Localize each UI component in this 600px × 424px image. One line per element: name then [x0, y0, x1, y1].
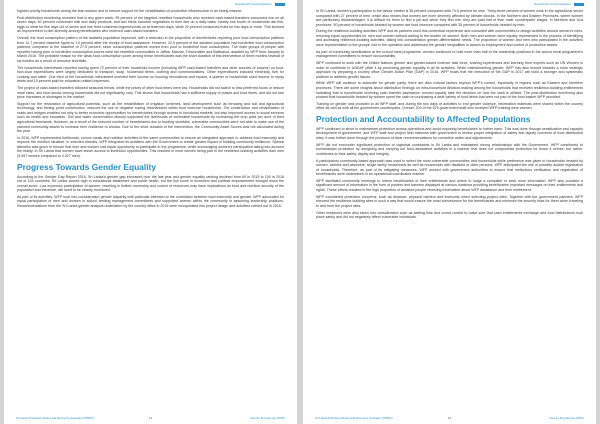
header-accent-bar: [275, 3, 285, 6]
paragraph: While WFP will continue to advocate for gender parity, there are also cultural factors beyond WFP’s control, especially in regions such as Eastern and Northern provinces. There are some insights about distribution findings on intra-household decision-making among the households that received resilience-building entitlements indicating that in households receiving cash transfer assistance, women equally take the decision on how the cash is utilized. The post-distribution monitoring also showed that households headed by women spent the cash on purchasing a wide variety of food items that were not part of the food basket WFP provided.: [316, 81, 583, 100]
page-number: 14: [148, 416, 153, 420]
footer-title: Sri Lanka Protracted Relief and Recovery Operation (PRRO): [315, 416, 393, 420]
page-body: [316, 9, 583, 412]
paragraph: Post-distribution monitoring revealed that in any given week, 95 percent of the targeted resettled households who received cash-based transfers consumed rice on all seven days, 60 percent consumed milk and dairy products, and two thirds included vegetables to their diet on a daily basis. Nearly one fourth of households ate fish, eggs or meat for five days out of seven and one third consumed legumes/nuts on at least two days, while 20 percent consumed fruits for two days or more. This showed an improvement in diet diversity among beneficiaries who received cash-based transfers.: [17, 15, 284, 34]
page-footer: [315, 415, 584, 421]
page-number: 15: [447, 416, 452, 420]
paragraph: WFP continued to strive to mainstream protection across operations and avoid exposing beneficiaries to further harm. This was done through sensitization and capacity development of government, and WFP staff and project field missions with government to review proper integration of safety and dignity concerns of food distribution sites. It was further done through the provision of clear recommendations for corrective action and adjustments.: [316, 126, 583, 140]
paragraph: Overall, the food consumption pattern of the assisted population improved, with a reduction in the proportion of beneficiaries reporting poor food consumption patterns from 12.7 percent baseline figure to 1.0 percent after the receipt of food assistance. However, 22.9 percent of the assisted population had borderline food consumption patterns, compared to the baseline of 27.9 percent, since consumption patterns moved from poor to borderline food consumption. The main groups of people with reported having poor or borderline consumption scores were the resettled communities in Jaffna, Mannar, Trincomalee and Batticaloa, assisted by WFP from January to March 2016. The probable reason for the weak food consumption score among these beneficiaries was the short duration of this intervention of three months instead of six months as a result of resource shortfalls.: [17, 36, 284, 63]
paragraph: WFP did not encounter significant protection or logistical constraints in Sri Lanka and maintained strong relationships with the Government. WFP contributed to humanitarian protection by designing and carrying out food assistance activities in a manner that does not compromise protection for those it serves, but rather, contributes to their safety, dignity and integrity.: [316, 142, 583, 156]
right-page: [303, 0, 596, 424]
page-header: [16, 2, 285, 8]
paragraph: The project of cash-based transfers followed seasonal trends, while the prices of other food items were low. Households did not switch to less preferred foods or reduce meal sizes, and food stocks among households did not significantly vary. This shows that households had a sufficient supply of pulses and food items, and did not see price increases or shortages in the market.: [17, 85, 284, 100]
footer-programme: Country Programme (2016): [249, 416, 285, 420]
page-header: [315, 2, 584, 8]
page-body: [17, 9, 284, 412]
page-footer: [16, 415, 285, 421]
paragraph: WFP continued to work with the United Nations gender and gender-based violence task force, sharing experiences and learning from experts such as UN Women in order to contribute to UNDAF pillar 4 by promoting gender equality in all its activities. While mainstreaming gender, WFP has also moved towards a more strategic approach by preparing a country office Gender Action Plan (GAP) in 2016. WFP trusts that the execution of the GAP in 2017 will build a stronger and systematic platform to address gender issues.: [316, 61, 583, 79]
footer-programme: Country Programme (2016): [548, 416, 584, 420]
paragraph: During the resilience-building activities WFP and its partners used this contextual experience and consulted with communities to design activities around women’s roles, ensuring equal opportunities for men and women without adding to the burden on women. Both men and women were equally represented in the process of identifying and accessing resilience-building activities, taking into consideration gender-differentiated needs. The proportion of women and men who participated in the activities were representative to the groups’ role in the operation and addressed the gender inequalities in access to employment and control of productive assets.: [316, 29, 583, 48]
paragraph: According to the Gender Gap Report 2016, Sri Lanka’s gender gap increased over the last year and gender equality ranking declined from 84 in 2015 to 100 in 2016 out of 144 countries. Sri Lanka scored high in educational attainment and public health, but the low score in economic and political empowerment brought down the overall score. Low economic participation of women, resulting in limited ownership and control of resources may have implications on food and nutrition security of the population and therefore, will need to be closely monitored.: [17, 174, 284, 193]
paragraph: WFP facilitated community meetings to inform beneficiaries of their entitlements and where to lodge a complaint or seek more information. WFP also provided a significant amount of information in the form of posters and banners displayed at various locations providing beneficiaries important messages on their entitlements and rights. These efforts resulted in the high proportion of assisted people receiving information about WFP assistance and their entitlement.: [316, 178, 583, 192]
header-accent-bar: [574, 3, 584, 6]
paragraph: A participatory community-based approach was used to select the most vulnerable communities and households while preference was given to households headed by women, widows and widowers, single family households as well as households with disabled or older persons. WFP anticipated the risk of possible double registration of households. Therefore, as part of its mitigating measures, WFP worked with government authorities to ensure that meticulous verification and registration of beneficiaries were undertaken in an operational coordinated manner.: [316, 158, 583, 177]
paragraph: As part of community sensitization at the school meal programme, women continued to hold more than half of the leadership positions in the school meal programme’s management committees to ensure accountability.: [316, 49, 583, 59]
paragraph: Training on gender was provided to all WFP staff, and during the two days of activities to end gender violence, information materials were shared within the country office as well as with all the government counterparts. Overall, 303 of the 675 government staff who received WFP training were women.: [316, 101, 583, 111]
header-text: Household Food Acquisition: [533, 2, 571, 6]
footer-title: Sri Lanka Protracted Relief and Recovery Operation (PRRO): [16, 416, 94, 420]
paragraph: The households interviewed reported having spent 72 percent of their household income (including WFP cash-based transfers and other sources of income) on food. Non-food expenditures were largely dedicated to transport, soap, household items, clothing and communications. Other expenditures included electricity, fuel for cooking and water. One third of the households interviewed invested their income on housing renovations and repairs, a quarter of households used income to repay debts and 10 percent paid for education-related expenses.: [17, 65, 284, 84]
paragraph: Support for the restoration of agricultural potential, such as the rehabilitation of irrigation schemes, land development such as terracing and soil and agricultural technology, and fishing pond construction, reduced the use of negative coping mechanisms within food insecure households. The construction and rehabilitation of roads and bridges enabled not only to better economic opportunities for beneficiaries through access to functional markets, but also improved access to social services such as health and education. Soil and water conservation directly supported the livelihoods of vulnerable households by increasing the crop yield per acre of their agricultural farmlands. However, as a result of the reduced number of beneficiaries due to funding shortfalls, vulnerable communities were not able to make use of the planned community assets to increase their resilience to shocks. Due to the short duration of the intervention, the Community Asset Scores was not calculated during the year.: [17, 101, 284, 134]
section-heading: Protection and Accountability to Affected Populations: [316, 113, 531, 124]
header-text: Household Food Acquisition: [234, 2, 272, 6]
left-page: [4, 0, 297, 424]
paragraph: In Sri Lanka, women’s participation in the labour market is 35 percent compared with 74.6 percent for men. Thirty-three percent of women work in the agricultural sector compared with 27 percent of men, which also means that women are more severely affected by climate shocks. In the Northern and Eastern Provinces, where women are particularly disadvantaged, it is difficult for them to find a job and when they find one, they are paid half of their male counterparts’ wages. In Northern and Uva provinces, 50 percent of households headed by women are food insecure compared with 35 percent of households headed by men.: [316, 9, 583, 27]
paragraph: WFP considered protection concerns, such as distance, physical barriers and insecurity when selecting project sites. Together with the government partners, WFP ensured the resilience-building sites in such a way that would ensure the most convenience for the beneficiaries and minimize the security risks for them when traveling to and from the project sites.: [316, 194, 583, 208]
paragraph: In 2016, WFP implemented livelihoods, school meals and nutrition activities in the same communities to ensure an integrated approach to address food insecurity and improve the nutrition situation. In selected districts, WFP integrated its activities with the Government to create greater impact in building community resilience. Special attention was given to ensure that men and women had equal opportunity to participate in the programme, while encouraging women’s participation taking into account the reality. In Sri Lanka that women have lesser access to livelihood opportunities. This resulted in more women being part in the resilience-building activities than men (5,557 women compared to 4,927 men).: [17, 135, 284, 158]
section-heading: Progress Towards Gender Equality: [17, 161, 157, 172]
paragraph: Other measures were also taken into consideration such as waiting time and crowd control to make sure that cash entitlements exchange and food distributions took place safely and did not negatively affect vulnerable individuals.: [316, 210, 583, 220]
paragraph: As part of its activities, WFP took into consideration gender disparity with particular attention to the correlation between food insecurity and gender. WFP advocated for equal participation of men and women in school feeding management committees and supported women within the community in assuming leadership positions. Recommendations from the Sri Lanka gender analysis undertaken by the country office in 2015 were incorporated into project design and activities carried out in 2016.: [17, 194, 284, 208]
paragraph: highest priority households during the lean season and to ensure support for the rehabilitation of productive infrastructure in an timely manner.: [17, 9, 243, 13]
